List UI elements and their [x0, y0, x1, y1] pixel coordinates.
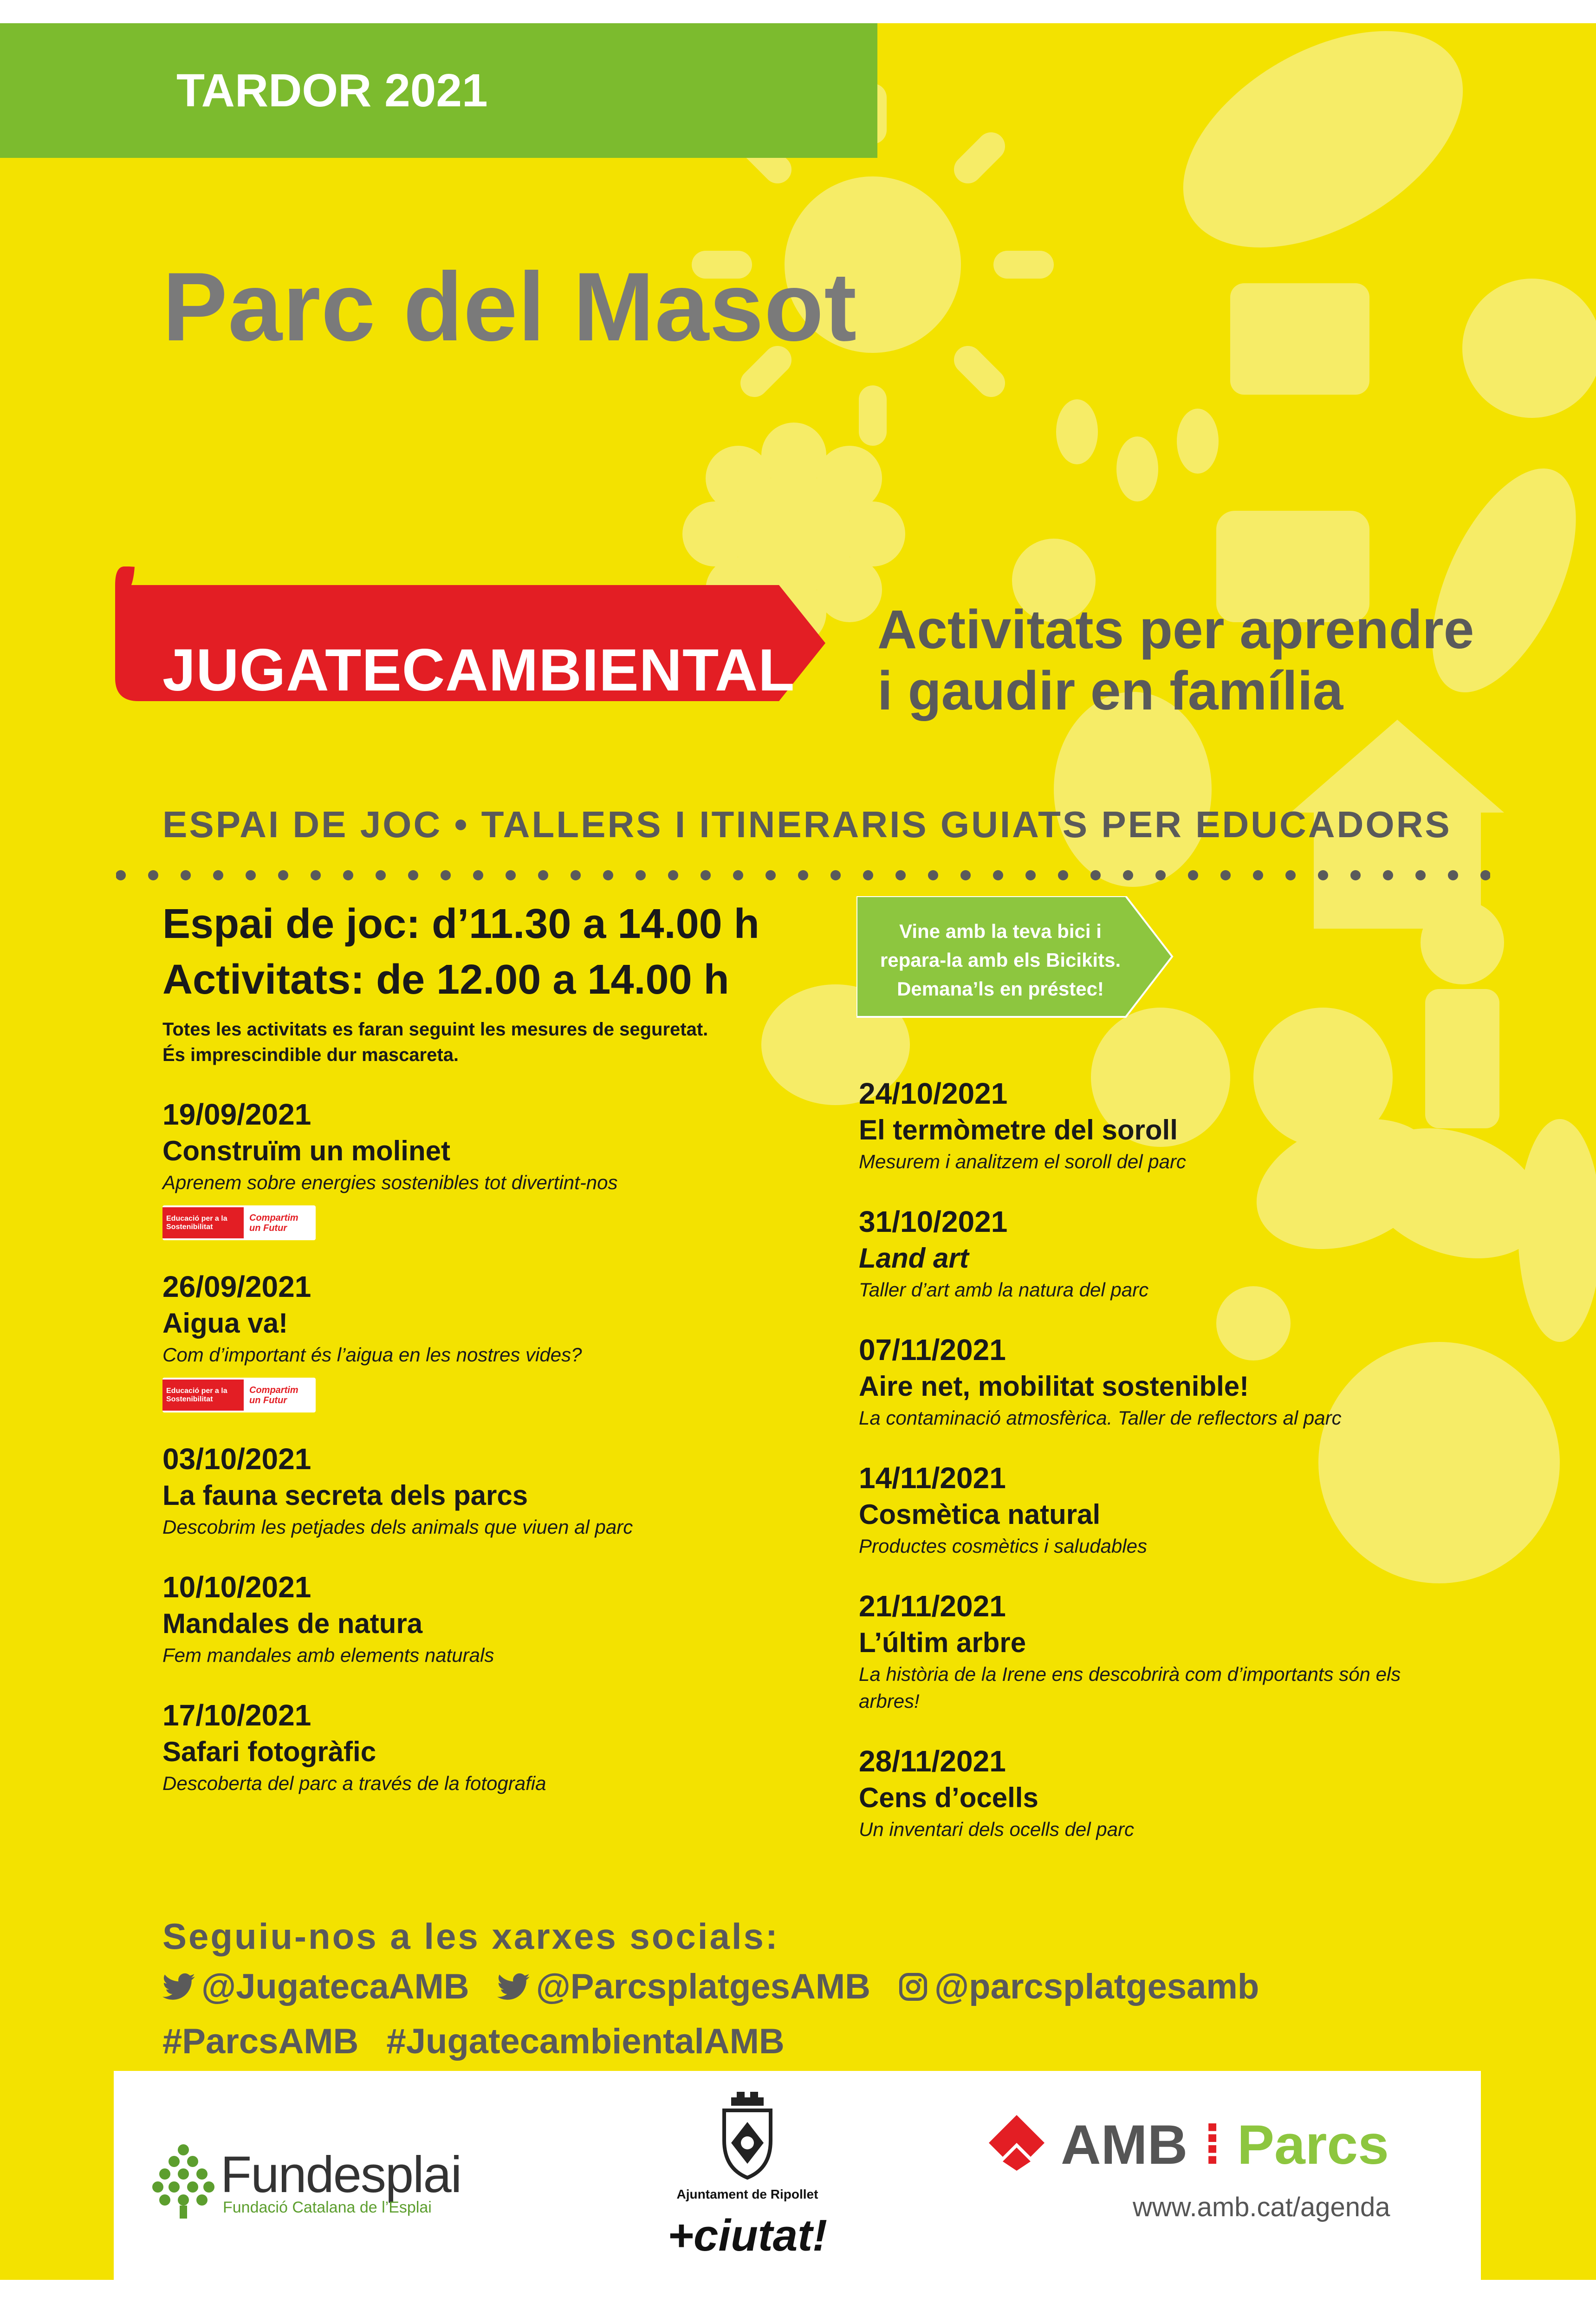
ripollet-coat-of-arms-icon	[715, 2089, 780, 2182]
twitter-icon	[162, 1973, 195, 2001]
social-section	[162, 1913, 1287, 2069]
event-description: Descoberta del parc a través de la fotografia	[162, 1772, 546, 1794]
badge-right-line-2: un Futur	[249, 1223, 287, 1233]
divider-dot	[798, 870, 808, 880]
event-title: La fauna secreta dels parcs	[162, 1480, 528, 1511]
badge-left-text	[162, 1380, 244, 1411]
divider-dot	[408, 870, 418, 880]
divider-dot	[895, 870, 906, 880]
event-item	[162, 1268, 766, 1412]
program-subtitle	[877, 599, 1474, 722]
event-item	[162, 1569, 766, 1669]
event-item	[162, 1096, 766, 1240]
safety-note-1: Totes les activitats es faran seguint les mesures de seguretat.	[162, 1019, 708, 1040]
divider-dot	[538, 870, 548, 880]
event-item	[859, 1331, 1462, 1432]
divider-dot	[863, 870, 873, 880]
event-title: Construïm un molinet	[162, 1135, 450, 1166]
sponsor-footer	[114, 2071, 1481, 2280]
divider-dot	[1383, 870, 1393, 880]
amb-agenda-link[interactable]: www.amb.cat/agenda	[1133, 2192, 1390, 2222]
events-column-left	[162, 1096, 766, 1825]
park-title: Parc del Masot	[162, 252, 857, 361]
ripollet-slogan: +ciutat!	[667, 2211, 828, 2260]
divider-dot	[1480, 870, 1490, 880]
event-description: Productes cosmètics i saludables	[859, 1535, 1147, 1557]
instagram-icon	[898, 1972, 928, 2002]
event-date: 07/11/2021	[859, 1333, 1006, 1367]
event-date: 19/09/2021	[162, 1098, 311, 1131]
divider-dot	[1058, 870, 1068, 880]
season-banner	[0, 23, 877, 158]
amb-separator: ⁞	[1203, 2114, 1222, 2176]
bike-callout	[863, 917, 1137, 1003]
event-description: Fem mandales amb elements naturals	[162, 1644, 494, 1666]
badge-left-line-2: Sostenibilitat	[166, 1395, 213, 1403]
event-date: 26/09/2021	[162, 1270, 311, 1303]
divider-dot	[311, 870, 321, 880]
divider-dot	[181, 870, 191, 880]
divider-dot	[148, 870, 158, 880]
event-date: 28/11/2021	[859, 1744, 1006, 1778]
hashtag-parcs[interactable]: #ParcsAMB	[162, 2022, 359, 2061]
divider-dot	[1025, 870, 1036, 880]
event-description: La contaminació atmosfèrica. Taller de reflectors al parc	[859, 1407, 1342, 1429]
event-title: Mandales de natura	[162, 1608, 423, 1639]
event-item	[859, 1075, 1462, 1175]
hashtags	[162, 2014, 1287, 2069]
divider-dot	[343, 870, 353, 880]
event-item	[162, 1440, 766, 1541]
divider-dot	[830, 870, 841, 880]
activities-hours: Activitats: de 12.00 a 14.00 h	[162, 957, 729, 1003]
event-title: L’últim arbre	[859, 1627, 1026, 1658]
social-handles	[162, 1959, 1287, 2014]
divider-dot	[1415, 870, 1426, 880]
event-description: Mesurem i analitzem el soroll del parc	[859, 1151, 1186, 1172]
event-date: 31/10/2021	[859, 1205, 1008, 1238]
divider-dot	[116, 870, 126, 880]
fundesplai-name: Fundesplai	[221, 2146, 461, 2203]
divider-dot	[1090, 870, 1101, 880]
divider-dot	[636, 870, 646, 880]
divider-dot	[1220, 870, 1231, 880]
event-description: La història de la Irene ens descobrirà com d’importants són els arbres!	[859, 1663, 1401, 1712]
instagram-handle[interactable]	[898, 1959, 1259, 2014]
divider-dot	[473, 870, 483, 880]
subtitle-line-2: i gaudir en família	[877, 660, 1343, 722]
opening-hours	[162, 896, 759, 1008]
divider-dot	[571, 870, 581, 880]
event-item	[859, 1588, 1462, 1715]
badge-right-text	[244, 1385, 298, 1406]
event-description: Un inventari dels ocells del parc	[859, 1818, 1134, 1840]
divider-dot	[766, 870, 776, 880]
divider-dot	[668, 870, 678, 880]
sustainability-badge	[162, 1378, 316, 1412]
event-date: 10/10/2021	[162, 1570, 311, 1604]
play-space-hours: Espai de joc: d’11.30 a 14.00 h	[162, 901, 759, 947]
dotted-divider	[116, 866, 1490, 885]
divider-dot	[506, 870, 516, 880]
event-item	[162, 1697, 766, 1797]
event-item	[859, 1743, 1462, 1843]
divider-dot	[733, 870, 743, 880]
divider-dot	[441, 870, 451, 880]
sustainability-badge	[162, 1205, 316, 1240]
fundesplai-subtitle: Fundació Catalana de l’Esplai	[223, 2199, 432, 2216]
safety-notes	[162, 1017, 708, 1068]
divider-dot	[1285, 870, 1296, 880]
badge-left-line-1: Educació per a la	[166, 1386, 227, 1395]
badge-left-text	[162, 1207, 244, 1238]
divider-dot	[1253, 870, 1263, 880]
divider-dot	[1123, 870, 1133, 880]
event-description: Taller d’art amb la natura del parc	[859, 1279, 1149, 1301]
events-column-right	[859, 1075, 1462, 1871]
subtitle-line-1: Activitats per aprendre	[877, 599, 1474, 660]
divider-dot	[1318, 870, 1328, 880]
amb-parcs-logo[interactable]	[1061, 2113, 1389, 2177]
event-date: 14/11/2021	[859, 1461, 1006, 1495]
bike-callout-line-3: Demana’ls en préstec!	[897, 978, 1104, 1000]
divider-dot	[928, 870, 938, 880]
event-date: 24/10/2021	[859, 1077, 1008, 1110]
divider-dot	[701, 870, 711, 880]
twitter-handle-jugateca[interactable]	[162, 1959, 469, 2014]
event-item	[859, 1203, 1462, 1303]
divider-dot	[278, 870, 288, 880]
badge-left-line-2: Sostenibilitat	[166, 1223, 213, 1231]
divider-dot	[1448, 870, 1458, 880]
divider-dot	[993, 870, 1003, 880]
event-title: Cens d’ocells	[859, 1782, 1038, 1813]
badge-right-text	[244, 1213, 298, 1233]
amb-parcs: Parcs	[1237, 2114, 1389, 2176]
fundesplai-tree-icon	[151, 2141, 216, 2219]
event-date: 21/11/2021	[859, 1589, 1006, 1623]
event-title: Safari fotogràfic	[162, 1736, 376, 1767]
amb-name: AMB	[1061, 2114, 1188, 2176]
program-name: JUGATECAMBIENTAL	[162, 637, 795, 703]
ripollet-name: Ajuntament de Ripollet	[676, 2187, 818, 2201]
event-description: Aprenem sobre energies sostenibles tot divertint-nos	[162, 1172, 618, 1193]
ripollet-logo[interactable]	[638, 2071, 856, 2280]
poster	[0, 23, 1596, 2280]
amb-diamond-icon	[986, 2113, 1047, 2173]
badge-right-line-1: Compartim	[249, 1385, 298, 1395]
social-heading: Seguiu-nos a les xarxes socials:	[162, 1916, 779, 1957]
event-date: 03/10/2021	[162, 1442, 311, 1476]
season-label: TARDOR 2021	[176, 65, 488, 117]
program-tagline: ESPAI DE JOC • TALLERS I ITINERARIS GUIATS PER EDUCADORS	[162, 804, 1452, 845]
instagram-handle-text: @parcsplatgesamb	[934, 1967, 1259, 2006]
bike-callout-line-1: Vine amb la teva bici i	[899, 920, 1102, 942]
badge-left-line-1: Educació per a la	[166, 1214, 227, 1223]
safety-note-2: És imprescindible dur mascareta.	[162, 1045, 459, 1065]
event-title: Aigua va!	[162, 1308, 288, 1339]
divider-dot	[246, 870, 256, 880]
divider-dot	[1155, 870, 1166, 880]
event-title: Cosmètica natural	[859, 1499, 1101, 1530]
divider-dot	[603, 870, 613, 880]
event-title: El termòmetre del soroll	[859, 1114, 1178, 1145]
twitter-handle-1: @JugatecaAMB	[201, 1967, 469, 2006]
event-title: Land art	[859, 1243, 969, 1274]
divider-dot	[1188, 870, 1198, 880]
divider-dot	[376, 870, 386, 880]
badge-right-line-1: Compartim	[249, 1212, 298, 1223]
bike-callout-line-2: repara-la amb els Bicikits.	[880, 949, 1121, 971]
divider-dot	[213, 870, 223, 880]
twitter-handle-2: @ParcsplatgesAMB	[536, 1967, 871, 2006]
twitter-icon	[497, 1973, 530, 2001]
divider-dot	[1350, 870, 1361, 880]
hashtag-jugatecambiental[interactable]: #JugatecambientalAMB	[386, 2022, 785, 2061]
twitter-handle-parcs[interactable]	[497, 1959, 870, 2014]
event-title: Aire net, mobilitat sostenible!	[859, 1371, 1249, 1402]
event-description: Com d’important és l’aigua en les nostres vides?	[162, 1344, 582, 1366]
divider-dot	[960, 870, 971, 880]
event-description: Descobrim les petjades dels animals que viuen al parc	[162, 1516, 633, 1538]
badge-right-line-2: un Futur	[249, 1395, 287, 1406]
event-date: 17/10/2021	[162, 1699, 311, 1732]
event-item	[859, 1459, 1462, 1560]
